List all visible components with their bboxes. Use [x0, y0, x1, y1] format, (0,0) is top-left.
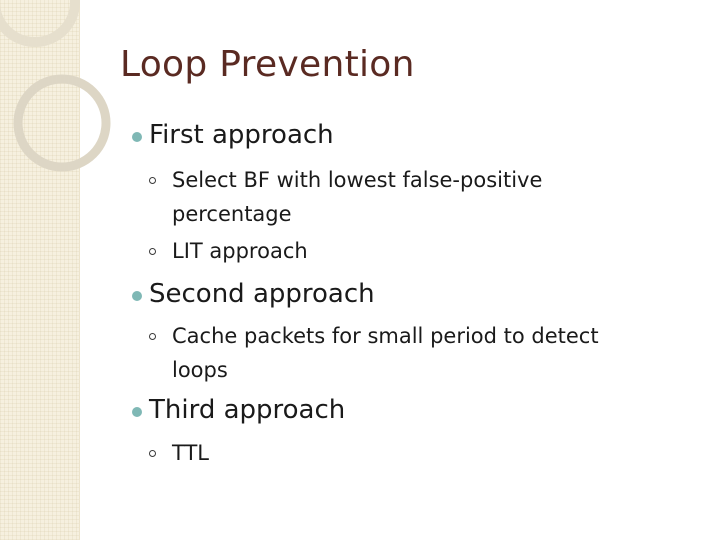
sub-item-ttl: TTL	[172, 441, 209, 465]
sub-item-lit: LIT approach	[172, 239, 308, 263]
sub-item-select-bf	[172, 163, 542, 231]
sub-item-line: Cache packets for small period to detect	[172, 324, 599, 348]
sub-item-line: loops	[172, 358, 228, 382]
sub-bullet-icon	[149, 333, 156, 340]
circle-decoration	[0, 0, 160, 200]
upper-ring	[0, 0, 75, 42]
sub-bullet-icon	[149, 450, 156, 457]
sub-item-cache	[172, 319, 599, 387]
bullet-icon	[132, 132, 142, 142]
bullet-icon	[132, 407, 142, 417]
bullet-first-approach: First approach	[149, 120, 334, 150]
sub-bullet-icon	[149, 248, 156, 255]
lower-ring	[18, 79, 106, 167]
bullet-second-approach: Second approach	[149, 279, 375, 309]
slide-title: Loop Prevention	[120, 44, 415, 85]
bullet-icon	[132, 291, 142, 301]
sub-bullet-icon	[149, 177, 156, 184]
sub-item-line: Select BF with lowest false-positive	[172, 168, 543, 192]
sub-item-line: percentage	[172, 202, 292, 226]
bullet-third-approach: Third approach	[149, 395, 346, 425]
